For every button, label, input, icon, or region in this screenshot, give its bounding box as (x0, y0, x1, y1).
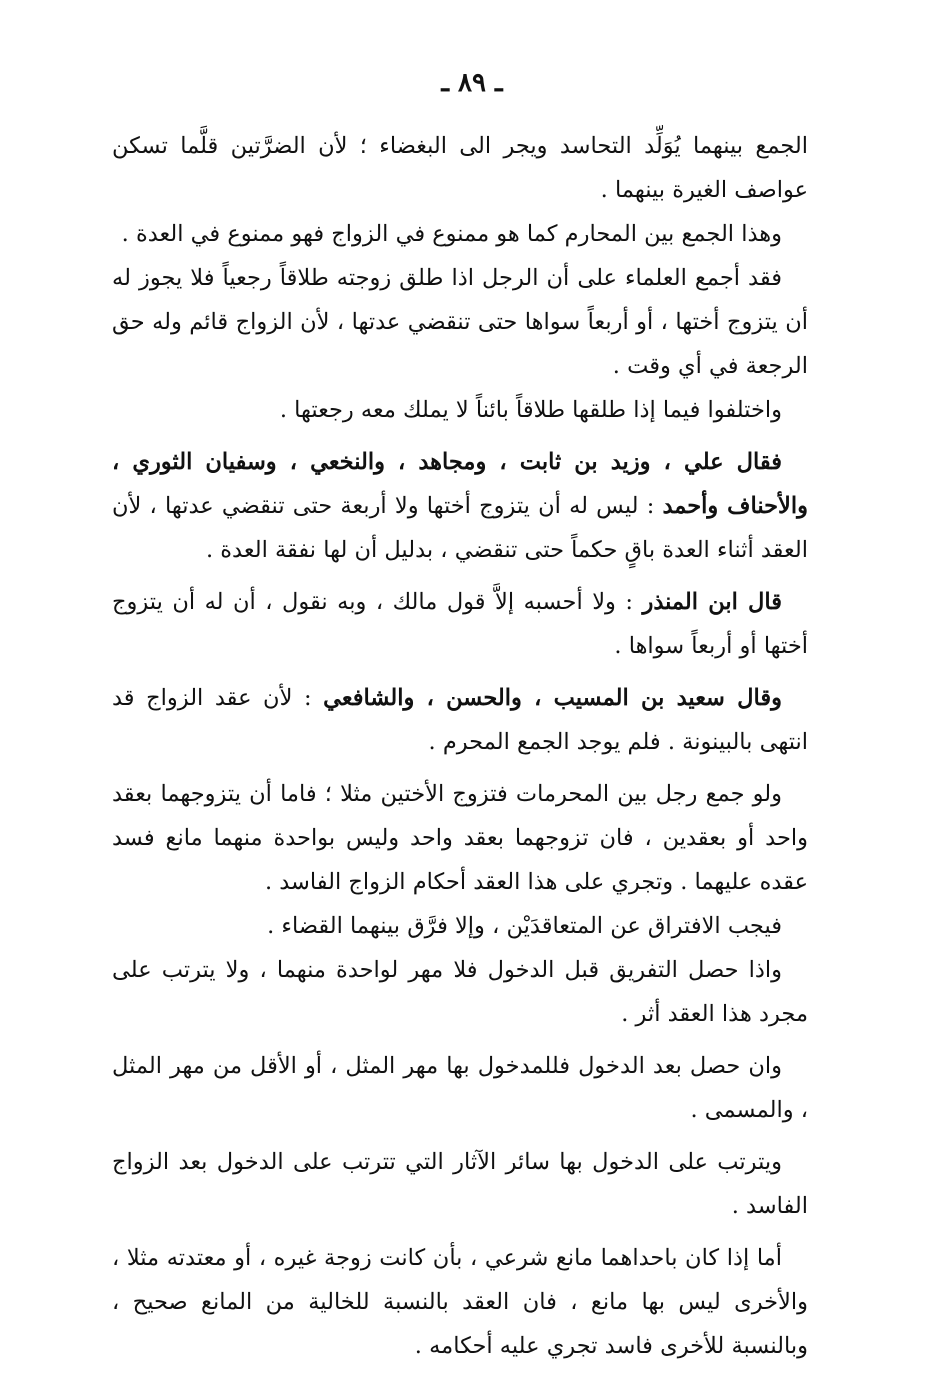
paragraph (112, 772, 808, 904)
paragraph (112, 948, 808, 1036)
text-segment: وان حصل بعد الدخول فللمدخول بها مهر المثل ، أو الأقل من مهر المثل ، والمسمى . (112, 1053, 808, 1123)
paragraph (112, 440, 808, 572)
body-text (112, 124, 808, 1368)
bold-text-segment: فقال علي ، وزيد بن ثابت ، ومجاهد ، والنخعي ، وسفيان الثوري ، والأحناف وأحمد (112, 449, 808, 519)
text-segment: فقد أجمع العلماء على أن الرجل اذا طلق زوجته طلاقاً رجعياً فلا يجوز له أن يتزوج أختها ، أو أربعاً سواها حتى تنقضي عدتها ، لأن الزواج قائم وله حق الرجعة في أي وقت . (112, 265, 808, 379)
bold-text-segment: وقال سعيد بن المسيب ، والحسن ، والشافعي (323, 685, 782, 711)
text-segment: وهذا الجمع بين المحارم كما هو ممنوع في الزواج فهو ممنوع في العدة . (121, 221, 782, 247)
paragraph (112, 212, 808, 256)
paragraph (112, 580, 808, 668)
paragraph (112, 124, 808, 212)
text-segment: واختلفوا فيما إذا طلقها طلاقاً بائناً لا يملك معه رجعتها . (279, 397, 782, 423)
text-segment: : لأن عقد الزواج قد انتهى بالبينونة . فلم يوجد الجمع المحرم . (112, 685, 808, 755)
text-segment: ويترتب على الدخول بها سائر الآثار التي تترتب على الدخول بعد الزواج الفاسد . (112, 1149, 808, 1219)
text-segment: : ليس له أن يتزوج أختها ولا أربعة حتى تنقضي عدتها ، لأن العقد أثناء العدة باقٍ حكماً حتى تنقضي ، بدليل أن لها نفقة العدة . (112, 493, 808, 563)
text-segment: فيجب الافتراق عن المتعاقدَيْن ، وإلا فرَّق بينهما القضاء . (267, 913, 782, 939)
text-segment: : ولا أحسبه إلاَّ قول مالك ، وبه نقول ، أن له أن يتزوج أختها أو أربعاً سواها . (112, 589, 808, 659)
paragraph (112, 256, 808, 388)
paragraph (112, 904, 808, 948)
paragraph (112, 1140, 808, 1228)
paragraph (112, 676, 808, 764)
page-number: ـ ٨٩ ـ (441, 68, 503, 98)
text-segment: الجمع بينهما يُوَلِّد التحاسد ويجر الى البغضاء ؛ لأن الضرَّتين قلَّما تسكن عواصف الغيرة بينهما . (112, 133, 808, 203)
text-segment: واذا حصل التفريق قبل الدخول فلا مهر لواحدة منهما ، ولا يترتب على مجرد هذا العقد أثر . (112, 957, 808, 1027)
paragraph (112, 388, 808, 432)
bold-text-segment: قال ابن المنذر (642, 589, 782, 615)
text-segment: أما إذا كان باحداهما مانع شرعي ، بأن كانت زوجة غيره ، أو معتدته مثلا ، والأخرى ليس بها مانع ، فان العقد بالنسبة للخالية من المانع صحيح ، وبالنسبة للأخرى فاسد تجري عليه أحكامه . (112, 1245, 808, 1359)
paragraph (112, 1044, 808, 1132)
text-segment: ولو جمع رجل بين المحرمات فتزوج الأختين مثلا ؛ فاما أن يتزوجهما بعقد واحد أو بعقدين ، فان تزوجهما بعقد واحد وليس بواحدة منهما مانع فسد عقده عليهما . وتجري على هذا العقد أحكام الزواج الفاسد . (112, 781, 808, 895)
paragraph (112, 1236, 808, 1368)
